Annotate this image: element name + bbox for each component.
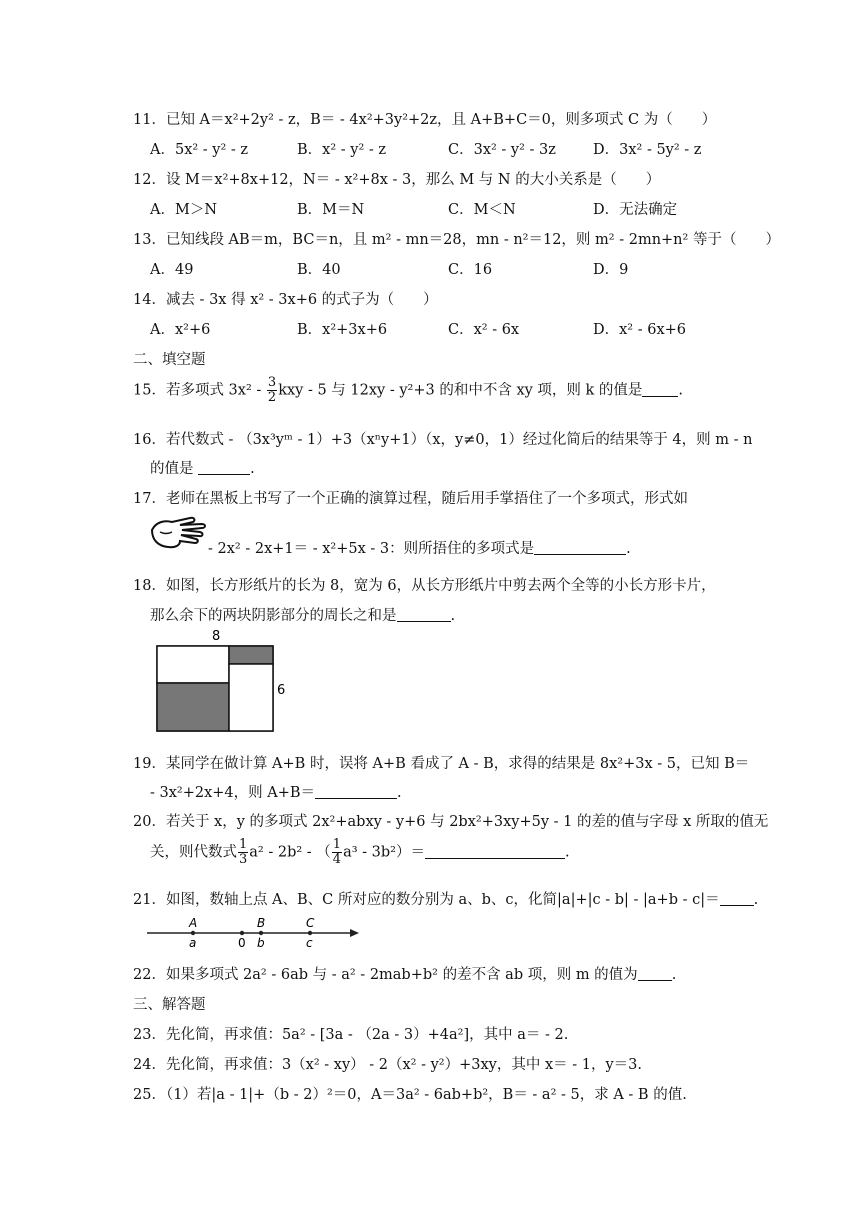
label-C: C (306, 916, 315, 930)
question-20-line1: 20．若关于 x，y 的多项式 2x²+abxy - y+6 与 2bx²+3xy+5y - 1 的差的值与字母 x 所取的值无 (133, 814, 769, 830)
number-line-arrow-icon (350, 929, 359, 937)
question-23: 23．先化简，再求值：5a² - [3a - （2a - 3）+4a²]，其中 a＝ - 2. (133, 1027, 569, 1043)
shaded-region-top-right (229, 646, 273, 664)
question-19-line2-pre: - 3x²+2x+4，则 A+B＝ (150, 785, 316, 801)
fraction-3-over-2 (267, 376, 277, 405)
question-17-line2 (208, 537, 631, 558)
label-c: c (306, 936, 313, 950)
covering-hand-icon (150, 512, 208, 552)
answer-blank[interactable] (315, 784, 397, 799)
label-zero: 0 (238, 936, 246, 950)
fraction-1-over-4 (332, 838, 342, 867)
number-line-figure (145, 912, 365, 952)
fraction-denominator: 2 (267, 390, 277, 405)
question-13-option-c: C．16 (448, 262, 493, 278)
question-20-line2-mid: a² - 2b² - （ (249, 844, 331, 861)
question-12-option-b: B．M＝N (297, 202, 365, 218)
label-b: b (257, 936, 265, 950)
fraction-numerator: 1 (239, 837, 248, 852)
question-20-line2 (150, 838, 570, 867)
question-18-end: . (450, 608, 456, 624)
question-15-post: kxy - 5 与 12xy - y²+3 的和中不含 xy 项，则 k 的值是 (278, 382, 643, 399)
question-21-text: 21．如图，数轴上点 A、B、C 所对应的数分别为 a、b、c，化简|a|+|c - b| - |a+b - c|＝ (133, 892, 720, 908)
question-19-end: . (397, 785, 402, 801)
question-12-option-d: D．无法确定 (593, 202, 678, 218)
question-13-stem: 13．已知线段 AB＝m，BC＝n，且 m² - mn＝28，mn - n²＝12，则 m² - 2mn+n² 等于（ ） (133, 232, 780, 248)
cut-rectangle-top (157, 646, 229, 683)
question-11-stem: 11．已知 A＝x²+2y² - z，B＝ - 4x²+3y²+2z，且 A+B+C＝0，则多项式 C 为（ ） (133, 112, 717, 128)
section-heading-answer: 三、解答题 (133, 997, 206, 1013)
question-17-line2-pre: - 2x² - 2x+1＝ - x²+5x - 3：则所捂住的多项式是 (208, 541, 535, 557)
question-22-end: . (671, 967, 677, 983)
question-15-end: . (678, 382, 684, 399)
question-14-stem: 14．减去 - 3x 得 x² - 3x+6 的式子为（ ） (133, 292, 438, 308)
question-24: 24．先化简，再求值：3（x² - xy） - 2（x² - y²）+3xy，其中 x＝ - 1，y＝3. (133, 1057, 643, 1073)
question-21-stem (133, 888, 758, 909)
question-12-option-a: A．M＞N (150, 202, 218, 218)
question-22-text: 22．如果多项式 2a² - 6ab 与 - a² - 2mab+b² 的差不含 ab 项，则 m 的值为 (133, 967, 638, 983)
answer-blank[interactable] (397, 607, 451, 622)
question-20-end: . (564, 844, 570, 861)
question-15-pre: 15．若多项式 3x² - (133, 382, 266, 399)
question-18-line2 (150, 604, 455, 625)
question-18-line2-pre: 那么余下的两块阴影部分的周长之和是 (150, 608, 397, 624)
label-A: A (189, 916, 198, 930)
question-11-option-d: D．3x² - 5y² - z (593, 142, 702, 158)
question-20-line2-pre: 关，则代数式 (150, 844, 237, 861)
question-13-option-a: A．49 (150, 262, 194, 278)
section-heading-fill-in: 二、填空题 (133, 352, 206, 368)
answer-blank[interactable] (638, 966, 672, 981)
question-19-line2 (150, 781, 402, 802)
point-zero (240, 931, 244, 935)
question-13-option-b: B．40 (297, 262, 341, 278)
answer-blank[interactable] (720, 891, 754, 906)
question-14-option-d: D．x² - 6x+6 (593, 322, 687, 338)
question-16-line1: 16．若代数式 - （3x³yᵐ - 1）+3（xⁿy+1）（x，y≠0，1）经过化简后的结果等于 4，则 m - n (133, 432, 753, 448)
question-14-option-b: B．x²+3x+6 (297, 322, 388, 338)
question-17-line1: 17．老师在黑板上书写了一个正确的演算过程，随后用手掌捂住了一个多项式，形式如 (133, 491, 688, 507)
fraction-1-over-3 (238, 838, 248, 867)
question-19-line1: 19．某同学在做计算 A+B 时，误将 A+B 看成了 A - B，求得的结果是 8x²+3x - 5，已知 B＝ (133, 756, 750, 772)
label-B: B (257, 916, 266, 930)
question-14-option-a: A．x²+6 (150, 322, 211, 338)
question-15 (133, 376, 683, 405)
question-22-stem (133, 963, 676, 984)
fraction-denominator: 3 (239, 852, 248, 867)
question-18-line1: 18．如图，长方形纸片的长为 8，宽为 6，从长方形纸片中剪去两个全等的小长方形卡片， (133, 578, 716, 594)
question-13-option-d: D．9 (593, 262, 629, 278)
question-16-end: . (250, 461, 255, 477)
question-20-line2-post: a³ - 3b²）＝ (343, 844, 425, 861)
fraction-numerator: 1 (332, 837, 342, 852)
question-21-end: . (753, 892, 759, 908)
question-11-option-b: B．x² - y² - z (297, 142, 387, 158)
figure-width-label: 6 (277, 683, 286, 698)
question-11-option-c: C．3x² - y² - 3z (448, 142, 556, 158)
cut-rectangle-right (229, 664, 273, 731)
answer-blank[interactable] (198, 460, 250, 475)
question-14-option-c: C．x² - 6x (448, 322, 520, 338)
question-25: 25．（1）若|a - 1|+（b - 2）²＝0，A＝3a² - 6ab+b²，B＝ - a² - 5，求 A - B 的值. (133, 1087, 687, 1103)
fraction-denominator: 4 (332, 852, 342, 867)
question-12-stem: 12．设 M＝x²+8x+12，N＝ - x²+8x - 3，那么 M 与 N 的大小关系是（ ） (133, 172, 661, 188)
answer-blank[interactable] (534, 540, 626, 555)
point-b (259, 931, 263, 935)
question-11-option-a: A．5x² - y² - z (150, 142, 249, 158)
question-17-end: . (626, 541, 631, 557)
question-16-line2 (150, 457, 255, 478)
answer-blank[interactable] (642, 382, 678, 397)
shaded-region-bottom-left (157, 683, 229, 731)
answer-blank[interactable] (425, 844, 565, 859)
point-c (308, 931, 312, 935)
label-a: a (189, 936, 197, 950)
fraction-numerator: 3 (267, 375, 277, 390)
question-16-line2-pre: 的值是 (150, 461, 199, 477)
question-12-option-c: C．M＜N (448, 202, 516, 218)
figure-length-label: 8 (212, 629, 221, 644)
point-a (191, 931, 195, 935)
rectangle-figure (150, 626, 300, 736)
